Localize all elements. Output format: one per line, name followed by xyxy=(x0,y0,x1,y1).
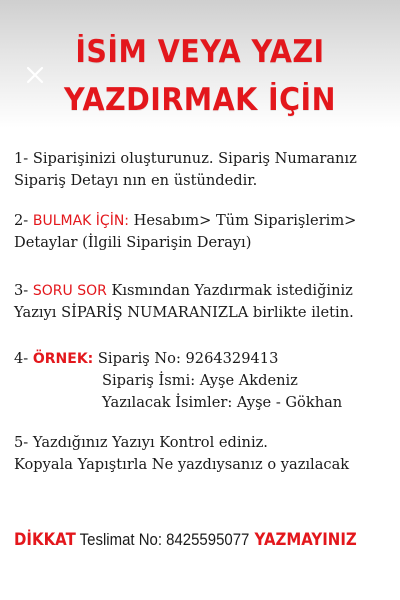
step-4-order-name: Sipariş İsmi: Ayşe Akdeniz xyxy=(102,372,298,389)
step-2 xyxy=(14,210,394,254)
footer-middle: Teslimat No: xyxy=(75,530,167,549)
step-4-line-1 xyxy=(14,348,394,370)
step-1-line-2: Sipariş Detayı nın en üstündedir. xyxy=(14,172,258,189)
step-5-line-2: Kopyala Yapıştırla Ne yazdıysanız o yazılacak xyxy=(14,456,350,473)
header-banner xyxy=(0,0,400,128)
footer-number: 8425595077 xyxy=(166,530,250,549)
page-title-line-1: İSİM VEYA YAZI xyxy=(75,34,325,70)
step-4-order-no: Sipariş No: 9264329413 xyxy=(93,350,279,367)
step-3-prefix: 3- xyxy=(14,282,33,299)
step-3-highlight: SORU SOR xyxy=(32,283,107,299)
step-3-rest: Kısmından Yazdırmak istediğiniz xyxy=(106,282,353,299)
step-2-prefix: 2- xyxy=(14,212,33,229)
step-3-line-2-a: Yazıyı xyxy=(14,304,62,321)
page-title-line-2: YAZDIRMAK İÇİN xyxy=(64,82,336,118)
step-3-line-1 xyxy=(14,280,394,302)
step-2-line-1 xyxy=(14,210,394,232)
step-4-prefix: 4- xyxy=(14,350,33,367)
step-3-line-2-c: birlikte iletin. xyxy=(248,304,354,321)
step-5-line-1: 5- Yazdığınız Yazıyı Kontrol ediniz. xyxy=(14,434,268,451)
step-3 xyxy=(14,280,394,324)
step-1 xyxy=(14,148,394,192)
step-2-highlight: BULMAK İÇİN: xyxy=(32,213,130,229)
step-5 xyxy=(14,432,394,476)
step-2-line-2: Detaylar (İlgili Siparişin Derayı) xyxy=(14,234,252,251)
step-4 xyxy=(14,348,394,414)
step-4-line-2 xyxy=(14,370,394,392)
step-3-line-2-b: SİPARİŞ NUMARANIZLA xyxy=(61,304,249,321)
step-3-line-2 xyxy=(14,302,394,324)
step-4-line-3 xyxy=(14,392,394,414)
step-1-line-1: 1- Siparişinizi oluşturunuz. Sipariş Numaranız xyxy=(14,150,357,167)
step-4-highlight: ÖRNEK: xyxy=(32,351,94,367)
step-4-names: Yazılacak İsimler: Ayşe - Gökhan xyxy=(102,394,343,411)
dikkat-label: DİKKAT xyxy=(14,530,76,550)
warning-footer xyxy=(14,530,357,550)
footer-warning: YAZMAYINIZ xyxy=(249,530,357,550)
step-2-rest: Hesabım> Tüm Siparişlerim> xyxy=(129,212,357,229)
